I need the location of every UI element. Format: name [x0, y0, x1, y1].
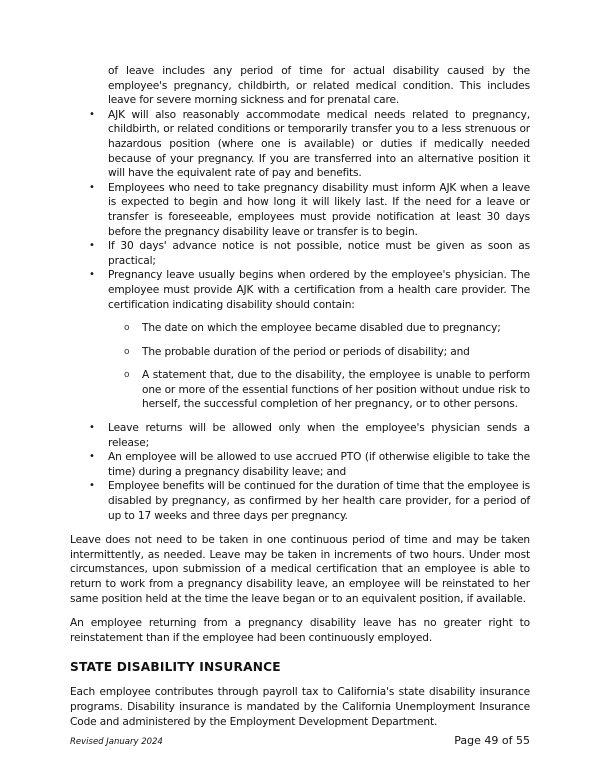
sub-list-item: o The probable duration of the period or periods of disability; and	[124, 345, 470, 358]
bullet-icon: •	[89, 108, 95, 120]
list-item: • AJK will also reasonably accommodate medical needs related to pregnancy, childbirth, or related conditions or temporarily transfer you to a less strenuous or hazardous position (where one is available) or duties if medically needed because of your pregnancy. If you are transferred into an alternative position it will have the equivalent rate of pay and benefits.	[89, 108, 530, 180]
list-item: • Employees who need to take pregnancy disability must inform AJK when a leave is expected to begin and how long it will likely last. If the need for a leave or transfer is foreseeable, employees must provide notification at least 30 days before the pregnancy disability leave or transfer is to begin.	[89, 181, 530, 238]
section-heading: STATE DISABILITY INSURANCE	[70, 660, 281, 675]
continued-bullet-text: of leave includes any period of time for actual disability caused by the employee's pregnancy, childbirth, or related medical condition. This includes leave for severe morning sickness and for prenatal care.	[108, 65, 530, 107]
paragraph-reinstatement: An employee returning from a pregnancy disability leave has no greater right to reinstatement than if the employee had been continuously employed.	[70, 617, 530, 644]
hollow-circle-bullet-icon: o	[124, 323, 130, 334]
bullet-icon: •	[89, 240, 95, 252]
hollow-circle-bullet-icon: o	[124, 370, 130, 381]
list-item: • Pregnancy leave usually begins when ordered by the employee's physician. The employee must provide AJK with a certification from a health care provider. The certification indicating disability should contain:	[89, 269, 530, 311]
list-item: • If 30 days' advance notice is not possible, notice must be given as soon as practical;	[89, 240, 530, 267]
bullet-icon: •	[89, 422, 95, 434]
bullet-icon: •	[89, 480, 95, 492]
list-item: • An employee will be allowed to use accrued PTO (if otherwise eligible to take the time) during a pregnancy disability leave; and	[89, 451, 530, 478]
bullet-icon: •	[89, 451, 95, 463]
sub-list-item: o The date on which the employee became disabled due to pregnancy;	[124, 322, 501, 335]
certification-sub-list	[70, 321, 530, 412]
sub-list-item: o A statement that, due to the disability, the employee is unable to perform one or more of the essential functions of her position without undue risk to herself, the successful completion of her pregnancy, or to other persons.	[124, 369, 530, 411]
bullet-list-2	[70, 421, 530, 523]
page-content	[70, 64, 530, 729]
bullet-icon: •	[89, 181, 95, 193]
bullet-icon: •	[89, 269, 95, 281]
section-body: Each employee contributes through payroll tax to California's state disability insurance programs. Disability insurance is mandated by the California Unemployment Insurance Code and administered by the Employment Development Department.	[70, 686, 530, 728]
revision-date: Revised January 2024	[70, 737, 163, 747]
list-item: • Leave returns will be allowed only when the employee's physician sends a release;	[89, 422, 530, 449]
hollow-circle-bullet-icon: o	[124, 346, 130, 357]
list-item: • Employee benefits will be continued for the duration of time that the employee is disabled by pregnancy, as confirmed by her health care provider, for a period of up to 17 weeks and three days per pregnancy.	[89, 480, 530, 522]
paragraph-intermittent-leave: Leave does not need to be taken in one continuous period of time and may be taken intermittently, as needed. Leave may be taken in increments of two hours. Under most circumstances, upon submission of a medical certification that an employee is able to return to work from a pregnancy disability leave, an employee will be reinstated to her same position held at the time the leave began or to an equivalent position, if available.	[70, 534, 530, 605]
bullet-list-1	[70, 108, 530, 312]
page-number: Page 49 of 55	[454, 734, 530, 747]
